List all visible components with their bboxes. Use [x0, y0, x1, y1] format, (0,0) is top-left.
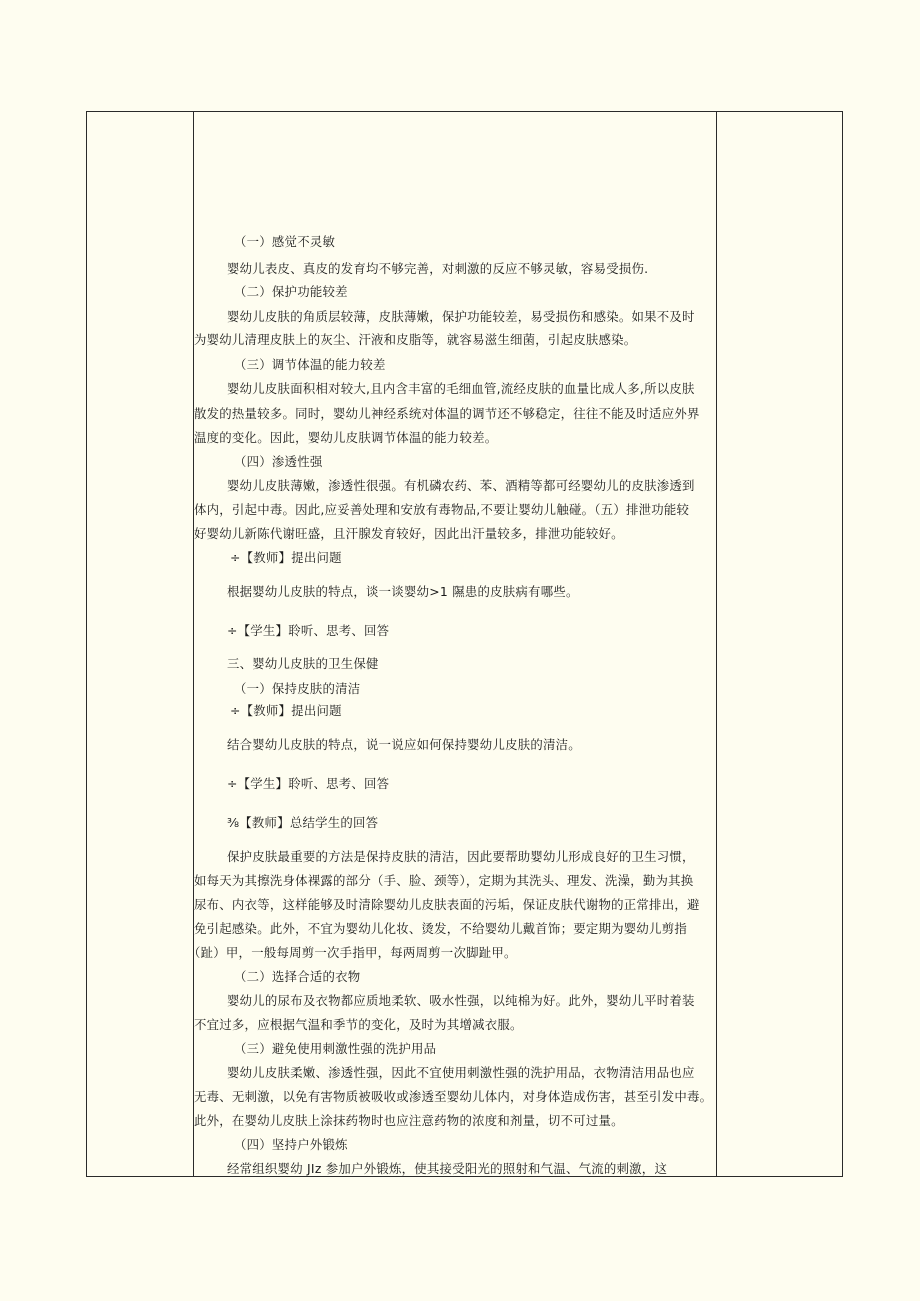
- teacher-prompt: ÷【教师】提出问题: [230, 703, 342, 718]
- paragraph-line: 好婴幼儿新陈代谢旺盛，且汗腺发育较好，因此出汗量较多，排泄功能较好。: [194, 526, 624, 541]
- question-line: 根据婴幼儿皮肤的特点，谈一谈婴幼>1 隰患的皮肤病有哪些。: [227, 584, 579, 599]
- paragraph-line: 经常组织婴幼 JIz 参加户外锻炼，使其接受阳光的照射和气温、气流的刺激，这: [227, 1161, 668, 1176]
- paragraph-line: 婴幼儿皮肤面积相对较大,且内含丰富的毛细血管,流经皮肤的血量比成人多,所以皮肤: [227, 381, 695, 396]
- paragraph-line: 体内，引起中毒。因此,应妥善处理和安放有毒物品,不要让婴幼儿触碰。（五）排泄功能较: [194, 502, 690, 517]
- teacher-prompt: ÷【教师】提出问题: [230, 550, 342, 565]
- subheading-insensitive: （一）感觉不灵敏: [234, 234, 336, 249]
- paragraph-line: 保护皮肤最重要的方法是保持皮肤的清洁，因此要帮助婴幼儿形成良好的卫生习惯，: [227, 849, 695, 864]
- subheading-clean: （一）保持皮肤的清洁: [234, 681, 361, 696]
- column-divider-right: [716, 112, 717, 1176]
- paragraph-line: 温度的变化。因此，婴幼儿皮肤调节体温的能力较差。: [194, 430, 498, 445]
- student-response: ÷【学生】聆听、思考、回答: [227, 623, 390, 638]
- paragraph-line: 婴幼儿的尿布及衣物都应质地柔软、吸水性强，以纯棉为好。此外，婴幼儿平时着装: [227, 993, 695, 1008]
- question-line: 结合婴幼儿皮肤的特点，说一说应如何保持婴幼儿皮肤的清洁。: [227, 737, 581, 752]
- section-heading: 三、婴幼儿皮肤的卫生保健: [227, 656, 379, 671]
- paragraph-line: 散发的热量较多。同时，婴幼儿神经系统对体温的调节还不够稳定，往往不能及时适应外界: [194, 406, 700, 421]
- paragraph-line: （趾）甲，一般每周剪一次手指甲，每两周剪一次脚趾甲。: [188, 945, 517, 960]
- paragraph-line: 此外，在婴幼儿皮肤上涂抹药物时也应注意药物的浓度和剂量，切不可过量。: [194, 1113, 624, 1128]
- paragraph-line: 婴幼儿皮肤的角质层较薄，皮肤薄嫩，保护功能较差，易受损伤和感染。如果不及时: [227, 309, 695, 324]
- subheading-care-products: （三）避免使用刺激性强的洗护用品: [234, 1041, 437, 1056]
- paragraph-line: 如每天为其擦洗身体裸露的部分（手、脸、颈等），定期为其洗头、理发、洗澡，勤为其换: [194, 873, 694, 888]
- paragraph-line: 无毒、无刺激，以免有害物质被吸收或渗透至婴幼儿体内，对身体造成伤害，甚至引发中毒。: [194, 1089, 713, 1104]
- paragraph-line: 尿布、内衣等，这样能够及时清除婴幼儿皮肤表面的污垢，保证皮肤代谢物的正常排出，避: [194, 897, 700, 912]
- subheading-protection: （二）保护功能较差: [234, 284, 348, 299]
- teacher-summary: ⅜【教师】总结学生的回答: [227, 815, 379, 830]
- subheading-outdoor: （四）坚持户外锻炼: [234, 1137, 348, 1152]
- subheading-clothes: （二）选择合适的衣物: [234, 969, 361, 984]
- paragraph-line: 婴幼儿表皮、真皮的发育均不够完善，对刺激的反应不够灵敏，容易受损伤.: [227, 261, 649, 276]
- subheading-permeability: （四）渗透性强: [234, 454, 323, 469]
- subheading-temperature: （三）调节体温的能力较差: [234, 357, 386, 372]
- paragraph-line: 为婴幼儿清理皮肤上的灰尘、汗液和皮脂等，就容易滋生细菌，引起皮肤感染。: [194, 332, 637, 347]
- paragraph-line: 免引起感染。此外，不宜为婴幼儿化妆、烫发，不给婴幼儿戴首饰；要定期为婴幼儿剪指: [194, 921, 687, 936]
- paragraph-line: 不宜过多，应根据气温和季节的变化，及时为其增减衣服。: [194, 1017, 523, 1032]
- student-response: ÷【学生】聆听、思考、回答: [227, 776, 390, 791]
- paragraph-line: 婴幼儿皮肤薄嫩，渗透性很强。有机磷农药、苯、酒精等都可经婴幼儿的皮肤渗透到: [227, 478, 695, 493]
- paragraph-line: 婴幼儿皮肤柔嫩、渗透性强，因此不宜使用刺激性强的洗护用品，衣物清洁用品也应: [227, 1065, 695, 1080]
